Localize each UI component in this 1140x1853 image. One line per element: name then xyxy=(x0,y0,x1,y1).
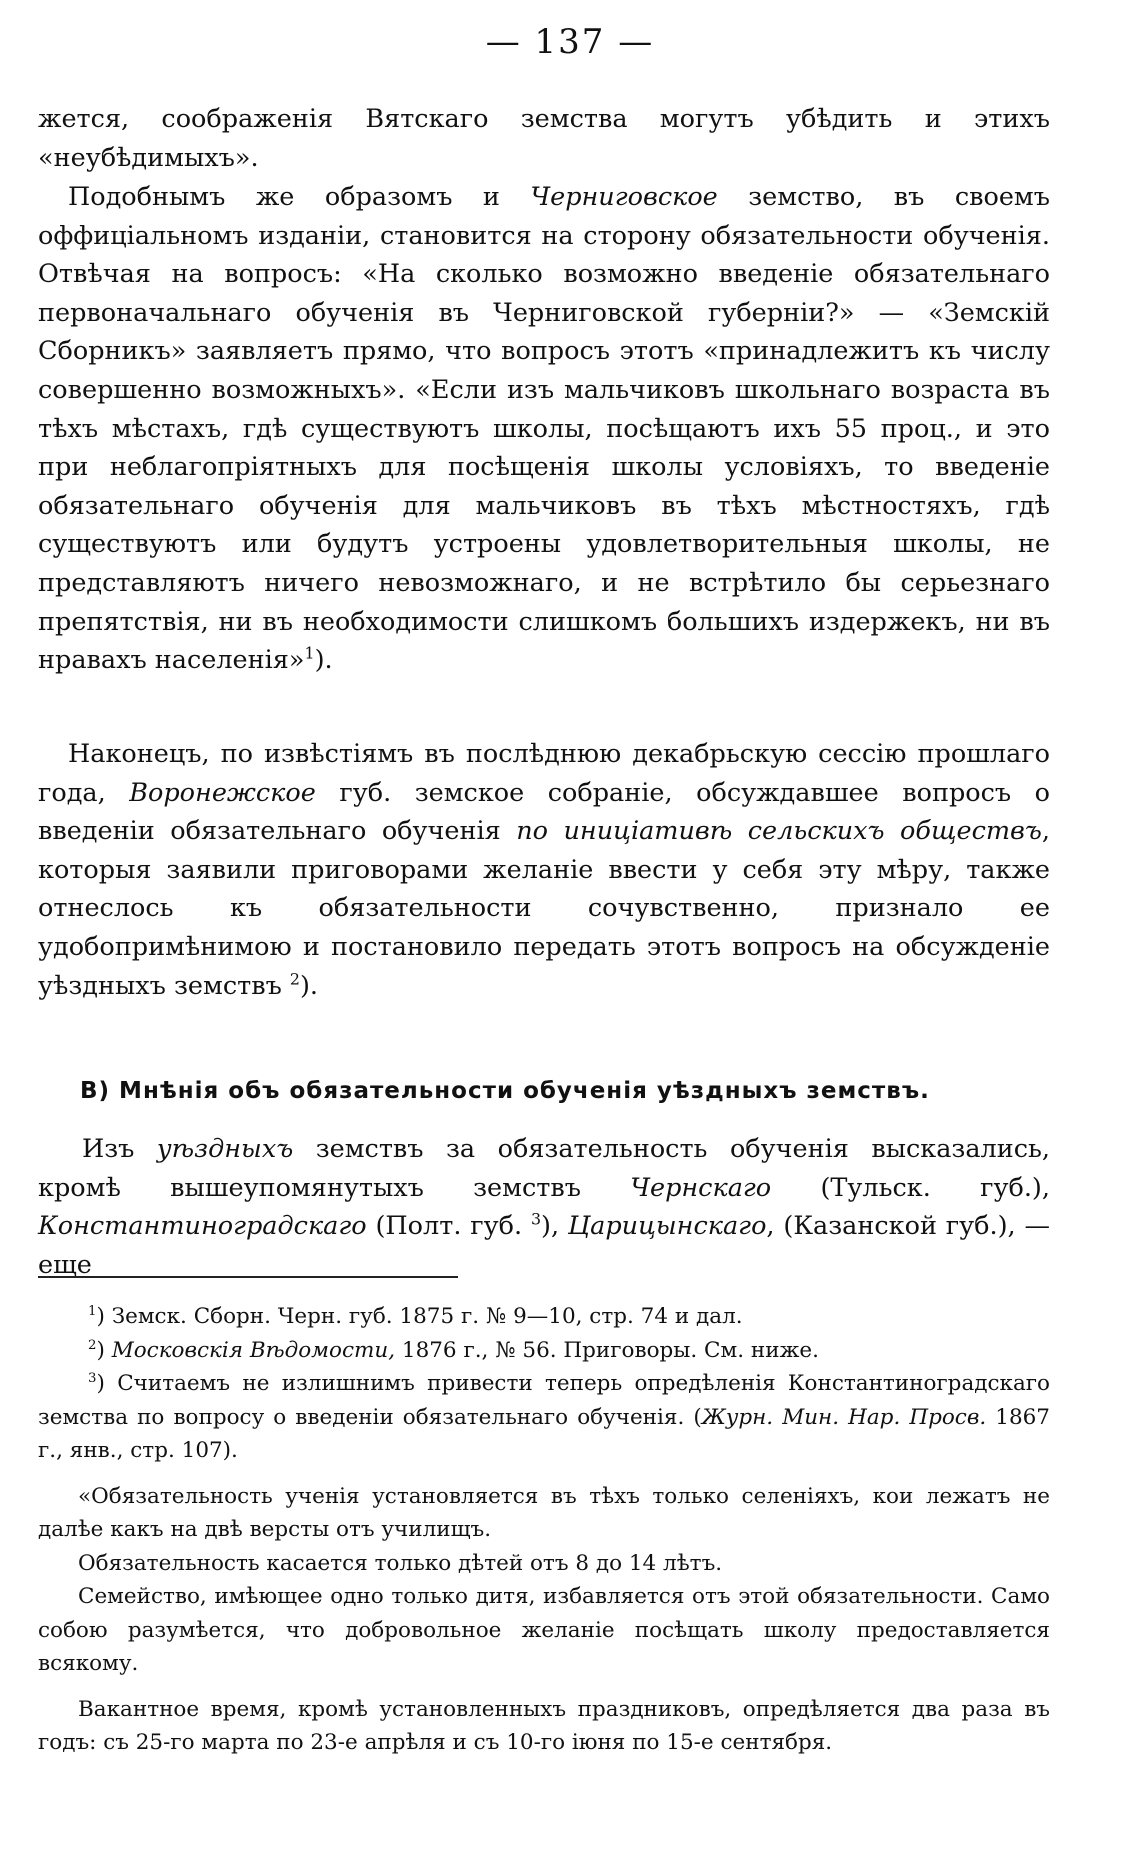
paragraph-4-text-h: ), xyxy=(541,1211,568,1242)
chernigov-zemstvo-italic: Черниговское xyxy=(530,182,718,212)
initiative-italic: по иниціативѣ сельскихъ обществъ xyxy=(516,816,1042,847)
footnote-ref-3: 3 xyxy=(530,1209,542,1229)
paragraph-4 xyxy=(38,1130,1050,1284)
footnote-3 xyxy=(38,1367,1050,1468)
paragraph-3 xyxy=(38,735,1050,1005)
footnotes xyxy=(38,1300,1050,1760)
moskovskie-vedomosti-italic: Московскія Вѣдомости, xyxy=(111,1337,396,1363)
paragraph-2 xyxy=(38,178,1050,680)
quote-1: «Обязательность ученія установляется въ тѣхъ только селеніяхъ, кои лежатъ не далѣе какъ на двѣ версты отъ училищъ. xyxy=(38,1483,1050,1542)
footnote-1-text: ) Земск. Сборн. Черн. губ. 1875 г. № 9—10, стр. 74 и дал. xyxy=(96,1304,743,1329)
footnote-divider xyxy=(38,1276,458,1278)
quote-2: Обязательность касается только дѣтей отъ 8 до 14 лѣтъ. xyxy=(78,1550,723,1576)
footnote-2 xyxy=(38,1334,1050,1368)
footnote-3-text-c: 1867 г., янв., стр. 107). xyxy=(38,1404,1050,1463)
section-heading: В) Мнѣнія объ обязательности обученія уѣздныхъ земствъ. xyxy=(80,1078,930,1104)
footnote-1-mark: 1 xyxy=(88,1303,97,1319)
footnote-2-text-c: 1876 г., № 56. Приговоры. См. ниже. xyxy=(395,1337,819,1363)
voronezh-zemstvo-italic: Воронежское xyxy=(129,777,316,808)
paragraph-4-text-j: , (Казанской губ.), — еще xyxy=(38,1211,1051,1280)
uezd-italic: уѣздныхъ xyxy=(156,1134,294,1164)
footnote-3-mark: 3 xyxy=(88,1370,97,1386)
footnote-ref-1: 1 xyxy=(304,643,315,663)
zhurnal-italic: Журн. Мин. Нар. Просв. xyxy=(701,1404,987,1430)
paragraph-2-text-a: Подобнымъ же образомъ и xyxy=(68,182,531,212)
page-number: — 137 — xyxy=(485,22,655,62)
footnote-3-text-a: ) Считаемъ не излишнимъ привести теперь опредѣленія Константиноградскаго земства по вопросу о введеніи обязательнаго обученія. ( xyxy=(38,1371,1050,1430)
quote-3: Семейство, имѣющее одно только дитя, избавляется отъ этой обязательности. Само собою разумѣется, что добровольное желаніе посѣщать школу предоставляется всякому. xyxy=(38,1584,1050,1676)
footnote-1 xyxy=(38,1300,1050,1334)
tsaritsyn-italic: Царицынскаго xyxy=(567,1211,767,1242)
paragraph-3-text-a: Наконецъ, по извѣстіямъ въ послѣднюю декабрьскую сессію прошлаго года, xyxy=(38,739,1050,808)
footnote-2-text-a: ) xyxy=(96,1337,112,1363)
quote-4: Вакантное время, кромѣ установленныхъ праздниковъ, опредѣляется два раза въ годъ: съ 25-го марта по 23-е апрѣля и съ 10-го іюня по 15-е сентября. xyxy=(38,1696,1050,1755)
paragraph-3-text-c: губ. земское собраніе, обсуждавшее вопросъ о введеніи обязательнаго обученія xyxy=(38,777,1050,847)
paragraph-3-text-f: ). xyxy=(299,970,319,1001)
paragraph-1: жется, соображенія Вятскаго земства могутъ убѣдить и этихъ «неубѣдимыхъ». xyxy=(38,104,1050,173)
chern-zemstvo-italic: Чернскаго xyxy=(630,1172,772,1203)
footnote-2-mark: 2 xyxy=(88,1337,97,1353)
paragraph-2-text-c: земство, въ своемъ оффиціальномъ изданіи, становится на сторону обязательности обученія. Отвѣчая на вопросъ: «На сколько возможно введеніе обязательнаго первоначальнаго обученія въ Черниговской губерніи?» — «Земскій Сборникъ» заявляетъ прямо, что вопросъ этотъ «принадлежитъ къ числу совершенно возможныхъ». «Если изъ мальчиковъ школьнаго возраста въ тѣхъ мѣстахъ, гдѣ существуютъ школы, посѣщаютъ ихъ 55 проц., и это при неблагопріятныхъ для посѣщенія школы условіяхъ, то введеніе обязательнаго обученія для мальчиковъ въ тѣхъ мѣстностяхъ, гдѣ существуютъ или будутъ устроены удовлетворительныя школы, не представляютъ ничего невозможнаго, и не встрѣтило бы серьезнаго препятствія, ни въ необходимости слишкомъ большихъ издержекъ, ни въ нравахъ населенія» xyxy=(38,182,1050,676)
paragraph-4-text-g: (Полт. губ. xyxy=(366,1211,531,1242)
paragraph-2-text-d: ). xyxy=(314,645,333,676)
paragraph-3-text-e: , которыя заявили приговорами желаніе ввести у себя эту мѣру, также отнеслось къ обязательности сочувственно, признало ее удобопримѣнимою и постановило передать этотъ вопросъ на обсужденіе уѣздныхъ земствъ xyxy=(38,816,1050,1001)
paragraph-4-text-c: земствъ за обязательность обученія высказались, кромѣ вышеупомянутыхъ земствъ xyxy=(38,1134,1050,1203)
footnote-ref-2: 2 xyxy=(289,969,300,989)
paragraph-4-text-e: (Тульск. губ.), xyxy=(771,1172,1050,1203)
paragraph-4-text-a: Изъ xyxy=(82,1134,157,1164)
konstantinograd-italic: Константиноградскаго xyxy=(38,1211,367,1242)
